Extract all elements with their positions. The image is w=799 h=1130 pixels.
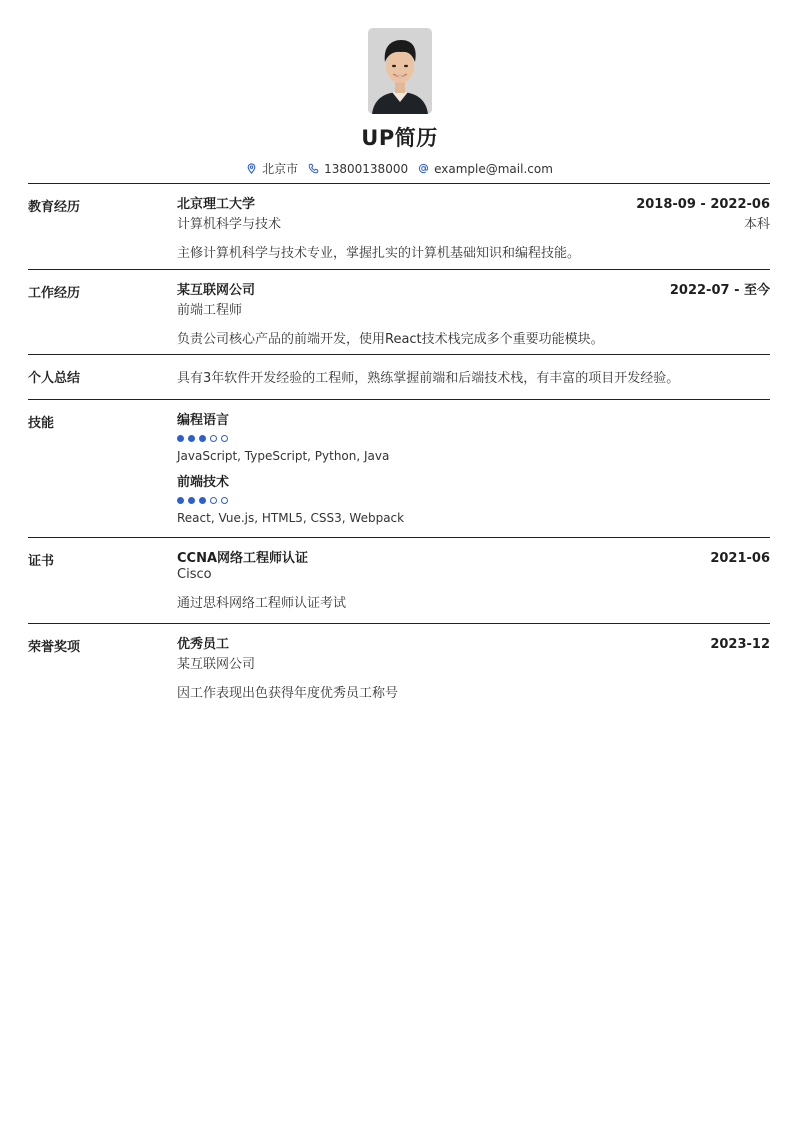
skill-level-rating bbox=[177, 432, 770, 444]
section-title-certificates: 证书 bbox=[28, 554, 55, 569]
skill-dot-filled bbox=[188, 435, 195, 442]
contact-location bbox=[246, 160, 298, 177]
skill-name: 编程语言 bbox=[177, 413, 230, 428]
section-skills bbox=[28, 399, 770, 538]
resume-title: UP简历 bbox=[361, 126, 438, 150]
map-pin-icon bbox=[246, 163, 257, 174]
location-text: 北京市 bbox=[262, 162, 299, 176]
work-description: 负责公司核心产品的前端开发，使用React技术栈完成多个重要功能模块。 bbox=[177, 332, 604, 347]
skill-dot-filled bbox=[177, 435, 184, 442]
resume-header bbox=[0, 28, 799, 177]
section-title-skills: 技能 bbox=[28, 416, 55, 431]
skill-item bbox=[177, 409, 770, 463]
education-entry bbox=[177, 184, 770, 261]
skill-detail: JavaScript, TypeScript, Python, Java bbox=[177, 449, 390, 463]
section-title-honors: 荣誉奖项 bbox=[28, 640, 81, 655]
honor-date: 2023-12 bbox=[710, 637, 770, 652]
skill-dot-empty bbox=[221, 497, 228, 504]
work-date: 2022-07 - 至今 bbox=[669, 283, 770, 298]
skill-dot-empty bbox=[210, 497, 217, 504]
summary-entry bbox=[177, 355, 770, 386]
education-description: 主修计算机科学与技术专业，掌握扎实的计算机基础知识和编程技能。 bbox=[177, 246, 581, 261]
skill-name: 前端技术 bbox=[177, 475, 230, 490]
section-certificates bbox=[28, 537, 770, 623]
section-title-education: 教育经历 bbox=[28, 200, 81, 215]
honor-entry bbox=[177, 624, 770, 701]
skill-item bbox=[177, 471, 770, 525]
certificate-date: 2021-06 bbox=[710, 551, 770, 566]
section-education bbox=[28, 183, 770, 269]
section-honors bbox=[28, 623, 770, 709]
company-name: 某互联网公司 bbox=[177, 283, 256, 298]
certificate-issuer: Cisco bbox=[177, 567, 212, 582]
work-entry bbox=[177, 270, 770, 347]
skill-detail: React, Vue.js, HTML5, CSS3, Webpack bbox=[177, 511, 405, 525]
summary-text: 具有3年软件开发经验的工程师，熟练掌握前端和后端技术栈，有丰富的项目开发经验。 bbox=[177, 371, 680, 386]
certificate-name: CCNA网络工程师认证 bbox=[177, 551, 309, 566]
education-degree: 本科 bbox=[743, 217, 770, 232]
certificate-entry bbox=[177, 538, 770, 611]
section-summary bbox=[28, 354, 770, 400]
contact-email bbox=[418, 162, 553, 176]
skill-dot-empty bbox=[221, 435, 228, 442]
contact-phone bbox=[308, 162, 408, 176]
section-work bbox=[28, 269, 770, 355]
school-name: 北京理工大学 bbox=[177, 197, 256, 212]
at-sign-icon bbox=[418, 163, 429, 174]
skill-dot-empty bbox=[210, 435, 217, 442]
section-title-summary: 个人总结 bbox=[28, 371, 81, 386]
skill-dot-filled bbox=[177, 497, 184, 504]
honor-name: 优秀员工 bbox=[177, 637, 230, 652]
education-major: 计算机科学与技术 bbox=[177, 217, 282, 232]
honor-description: 因工作表现出色获得年度优秀员工称号 bbox=[177, 686, 399, 701]
section-title-work: 工作经历 bbox=[28, 286, 81, 301]
contact-bar bbox=[0, 160, 799, 177]
skills-list bbox=[177, 400, 770, 525]
skill-dot-filled bbox=[188, 497, 195, 504]
skill-dot-filled bbox=[199, 435, 206, 442]
avatar-photo bbox=[368, 28, 432, 114]
work-role: 前端工程师 bbox=[177, 303, 243, 318]
phone-text: 13800138000 bbox=[324, 161, 409, 176]
avatar bbox=[368, 28, 432, 114]
skill-dot-filled bbox=[199, 497, 206, 504]
skill-level-rating bbox=[177, 494, 770, 506]
certificate-description: 通过思科网络工程师认证考试 bbox=[177, 596, 347, 611]
phone-icon bbox=[308, 163, 319, 174]
email-text: example@mail.com bbox=[434, 161, 553, 176]
education-date: 2018-09 - 2022-06 bbox=[636, 197, 770, 212]
honor-org: 某互联网公司 bbox=[177, 657, 256, 672]
